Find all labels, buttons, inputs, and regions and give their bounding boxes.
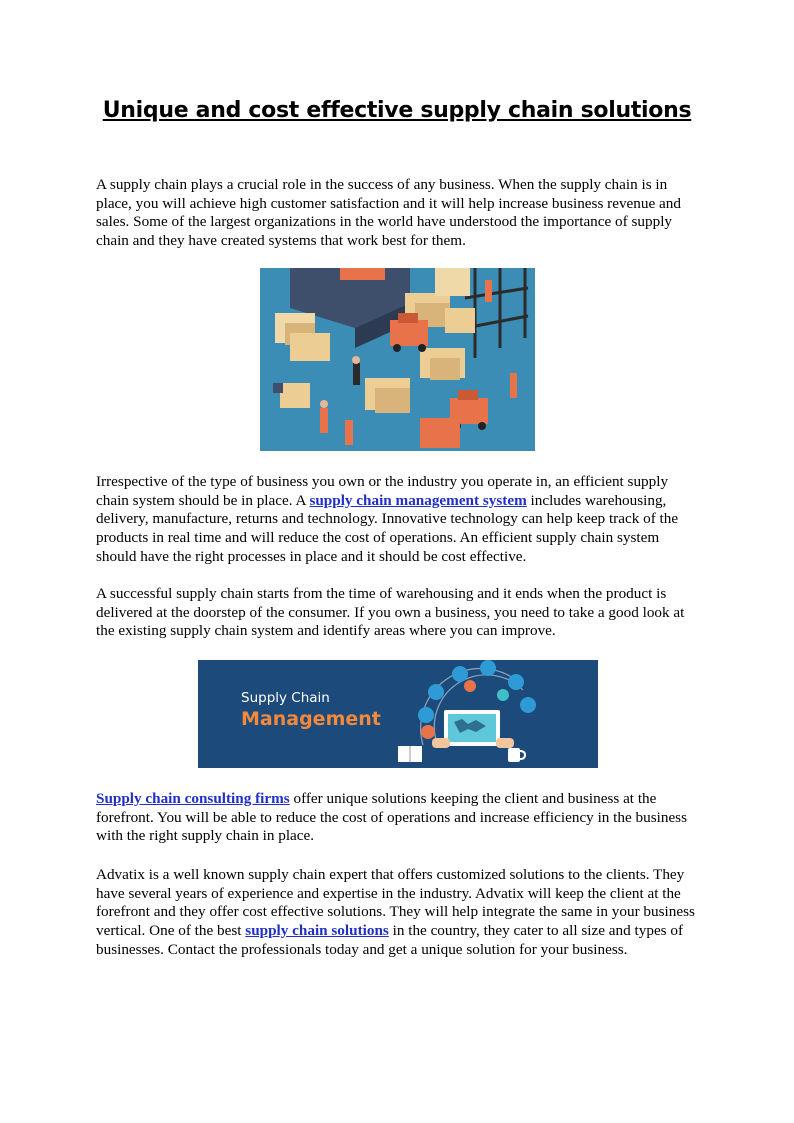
- body-paragraph-2: [96, 473, 700, 567]
- supply-chain-consulting-firms-link[interactable]: Supply chain consulting firms: [96, 790, 290, 807]
- paragraph-text: Advatix is a well known supply chain expert that offers customized solutions to the clients. They have several years of experience and expertise in the industry. Advatix will keep the client at the forefront and they offer cost effective solutions. They will help integrate the same in your business vertical. One of the best: [96, 866, 695, 940]
- body-paragraph-3: A successful supply chain starts from the time of warehousing and it ends when the product is delivered at the doorstep of the consumer. If you own a business, you need to take a good look at the existing supply chain system and identify areas where you can improve.: [96, 585, 685, 640]
- body-paragraph-5: [96, 866, 700, 960]
- page-title: Unique and cost effective supply chain solutions: [102, 98, 692, 123]
- body-paragraph-4: [96, 790, 700, 846]
- paragraph-text: offer unique solutions keeping the client and business at the forefront. You will be able to reduce the cost of operations and increase efficiency in the business with the right supply chain in place.: [96, 790, 688, 845]
- warehouse-illustration: [260, 268, 535, 451]
- supply-chain-management-system-link[interactable]: supply chain management system: [309, 491, 527, 509]
- paragraph-text: in the country, they cater to all size and types of businesses. Contact the professionals today and get a unique solution for your business.: [96, 922, 684, 958]
- paragraph-text: Irrespective of the type of business you own or the industry you operate in, an efficient supply chain system should be in place. A: [96, 473, 669, 509]
- intro-paragraph: A supply chain plays a crucial role in the success of any business. When the supply chain is in place, you will achieve high customer satisfaction and it will help increase business revenue and sales. Some of the largest organizations in the world have understood the importance of supply chain and they have created systems that work best for them.: [96, 176, 681, 250]
- paragraph-text: includes warehousing, delivery, manufacture, returns and technology. Innovative technology can help keep track of the products in real time and will reduce the cost of operations. An efficient supply chain system should have the right processes in place and it should be cost effective.: [96, 491, 679, 565]
- supply-chain-solutions-link[interactable]: supply chain solutions: [245, 922, 389, 940]
- banner-line-1: Supply Chain: [241, 690, 330, 706]
- supply-chain-banner: [198, 660, 598, 768]
- banner-line-2: Management: [241, 708, 381, 730]
